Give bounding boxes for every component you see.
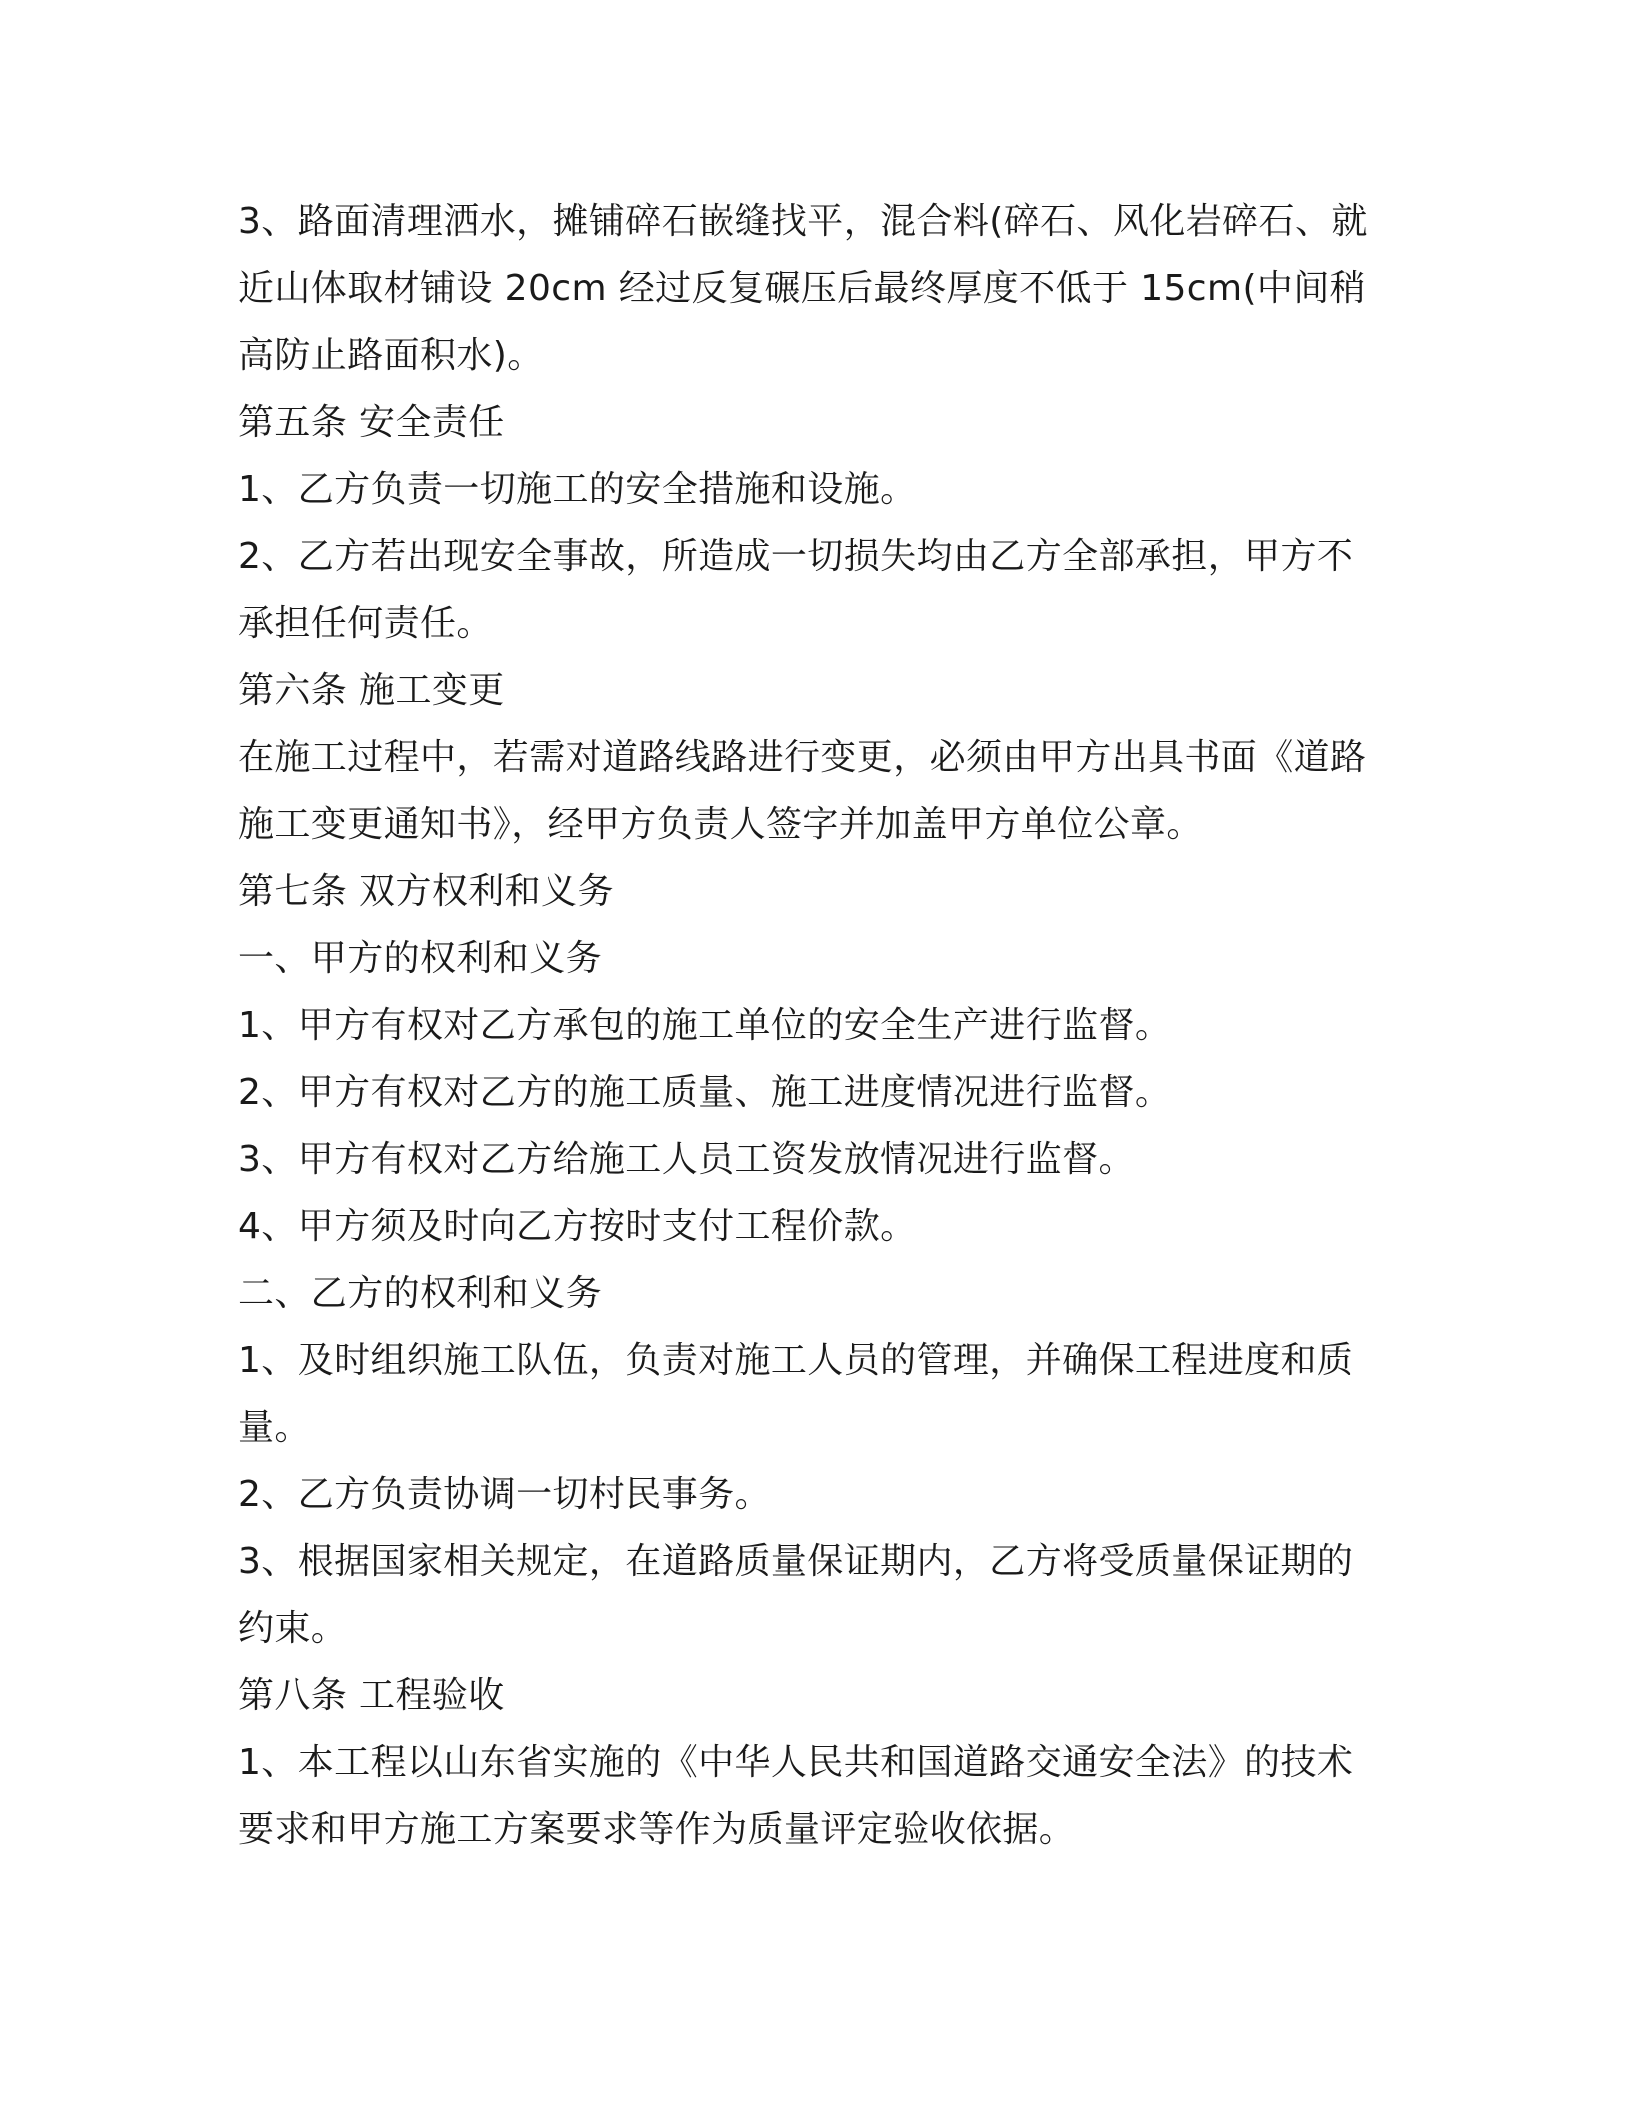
paragraph-party-b-1: 1、及时组织施工队伍，负责对施工人员的管理，并确保工程进度和质量。 <box>238 1340 1354 1448</box>
paragraph-changes: 在施工过程中，若需对道路线路进行变更，必须由甲方出具书面《道路施工变更通知书》，经甲方负责人签字并加盖甲方单位公章。 <box>238 737 1367 845</box>
document-body <box>238 188 1378 1863</box>
paragraph-road-cleaning: 3、路面清理洒水，摊铺碎石嵌缝找平，混合料(碎石、风化岩碎石、就近山体取材铺设 20cm 经过反复碾压后最终厚度不低于 15cm(中间稍高防止路面积水)。 <box>238 201 1368 376</box>
heading-article-6-changes: 第六条 施工变更 <box>238 670 505 711</box>
paragraph-party-b-2: 2、乙方负责协调一切村民事务。 <box>238 1474 771 1515</box>
heading-article-7-rights: 第七条 双方权利和义务 <box>238 871 614 912</box>
paragraph-party-b-3: 3、根据国家相关规定，在道路质量保证期内，乙方将受质量保证期的约束。 <box>238 1541 1354 1649</box>
paragraph-acceptance-1: 1、本工程以山东省实施的《中华人民共和国道路交通安全法》的技术要求和甲方施工方案要求等作为质量评定验收依据。 <box>238 1742 1354 1850</box>
paragraph-party-a-2: 2、甲方有权对乙方的施工质量、施工进度情况进行监督。 <box>238 1072 1172 1113</box>
paragraph-safety-1: 1、乙方负责一切施工的安全措施和设施。 <box>238 469 917 510</box>
subheading-party-b-rights: 二、乙方的权利和义务 <box>238 1273 603 1314</box>
heading-article-5-safety: 第五条 安全责任 <box>238 402 505 443</box>
subheading-party-a-rights: 一、甲方的权利和义务 <box>238 938 603 979</box>
paragraph-safety-2: 2、乙方若出现安全事故，所造成一切损失均由乙方全部承担，甲方不承担任何责任。 <box>238 536 1354 644</box>
heading-article-8-acceptance: 第八条 工程验收 <box>238 1675 505 1716</box>
paragraph-party-a-4: 4、甲方须及时向乙方按时支付工程价款。 <box>238 1206 917 1247</box>
paragraph-party-a-3: 3、甲方有权对乙方给施工人员工资发放情况进行监督。 <box>238 1139 1135 1180</box>
paragraph-party-a-1: 1、甲方有权对乙方承包的施工单位的安全生产进行监督。 <box>238 1005 1172 1046</box>
